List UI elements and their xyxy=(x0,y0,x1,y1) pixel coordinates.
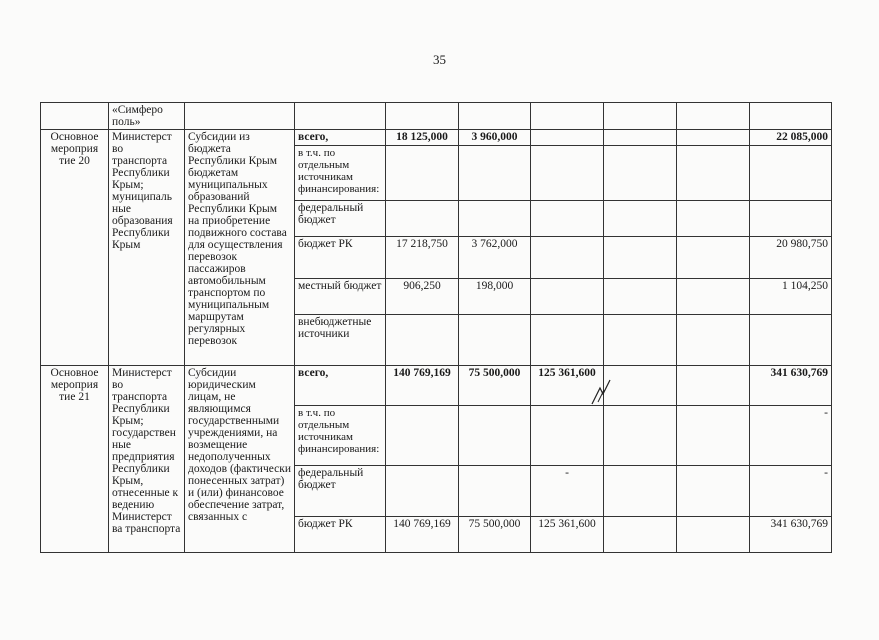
handwritten-check-mark-icon xyxy=(590,378,620,406)
source-cell: федеральный бюджет xyxy=(295,200,386,236)
source-cell: в т.ч. по отдельным источникам финансирования: xyxy=(295,405,386,465)
value-cell: 18 125,000 xyxy=(386,130,459,146)
total-cell: 22 085,000 xyxy=(750,130,832,146)
total-cell: 341 630,769 xyxy=(750,516,832,552)
value-cell: 75 500,000 xyxy=(459,365,531,405)
source-cell: федеральный бюджет xyxy=(295,466,386,516)
source-cell: местный бюджет xyxy=(295,279,386,315)
source-cell: бюджет РК xyxy=(295,236,386,278)
value-cell: 125 361,600 xyxy=(531,516,604,552)
value-cell: 75 500,000 xyxy=(459,516,531,552)
value-cell: 3 960,000 xyxy=(459,130,531,146)
activity-name: Основное мероприя тие 20 xyxy=(41,130,109,366)
source-cell: в т.ч. по отдельным источникам финансирования: xyxy=(295,146,386,200)
total-cell: 341 630,769 xyxy=(750,365,832,405)
total-cell: 1 104,250 xyxy=(750,279,832,315)
source-cell: всего, xyxy=(295,130,386,146)
activity-cell xyxy=(41,103,109,130)
source-cell xyxy=(295,103,386,130)
value-cell: 125 361,600 xyxy=(531,365,604,405)
executor-cell: Министерст во транспорта Республики Крым; государствен ные предприятия Республики Крым, отнесенные к ведению Министерст ва транспорта xyxy=(109,365,185,552)
total-cell: - xyxy=(750,466,832,516)
source-cell: бюджет РК xyxy=(295,516,386,552)
budget-table xyxy=(40,102,832,553)
value-cell: 198,000 xyxy=(459,279,531,315)
description-cell xyxy=(185,103,295,130)
executor-cell: Министерст во транспорта Республики Крым; муниципаль ные образования Республики Крым xyxy=(109,130,185,366)
description-cell: Субсидии юридическим лицам, не являющимся государственными учреждениями, на возмещение недополученных доходов (фактически понесенных затрат) и (или) финансовое обеспечение затрат, связанных с xyxy=(185,365,295,552)
page-number: 35 xyxy=(433,52,446,67)
total-cell: 20 980,750 xyxy=(750,236,832,278)
value-cell: - xyxy=(531,466,604,516)
value-cell: 140 769,169 xyxy=(386,516,459,552)
activity-name: Основное мероприя тие 21 xyxy=(41,365,109,552)
executor-cell: «Симферо поль» xyxy=(109,103,185,130)
total-cell: - xyxy=(750,405,832,465)
value-cell: 3 762,000 xyxy=(459,236,531,278)
value-cell: 906,250 xyxy=(386,279,459,315)
value-cell xyxy=(531,130,604,146)
value-cell: 140 769,169 xyxy=(386,365,459,405)
source-cell: всего, xyxy=(295,365,386,405)
table-row xyxy=(41,365,832,405)
table-row xyxy=(41,103,832,130)
value-cell: 17 218,750 xyxy=(386,236,459,278)
description-cell: Субсидии из бюджета Республики Крым бюджетам муниципальных образований Республики Крым на приобретение подвижного состава для осуществления перевозок пассажиров автомобильным транспортом по муниципальным маршрутам регулярных перевозок xyxy=(185,130,295,366)
table-row xyxy=(41,130,832,146)
source-cell: внебюджетные источники xyxy=(295,315,386,365)
